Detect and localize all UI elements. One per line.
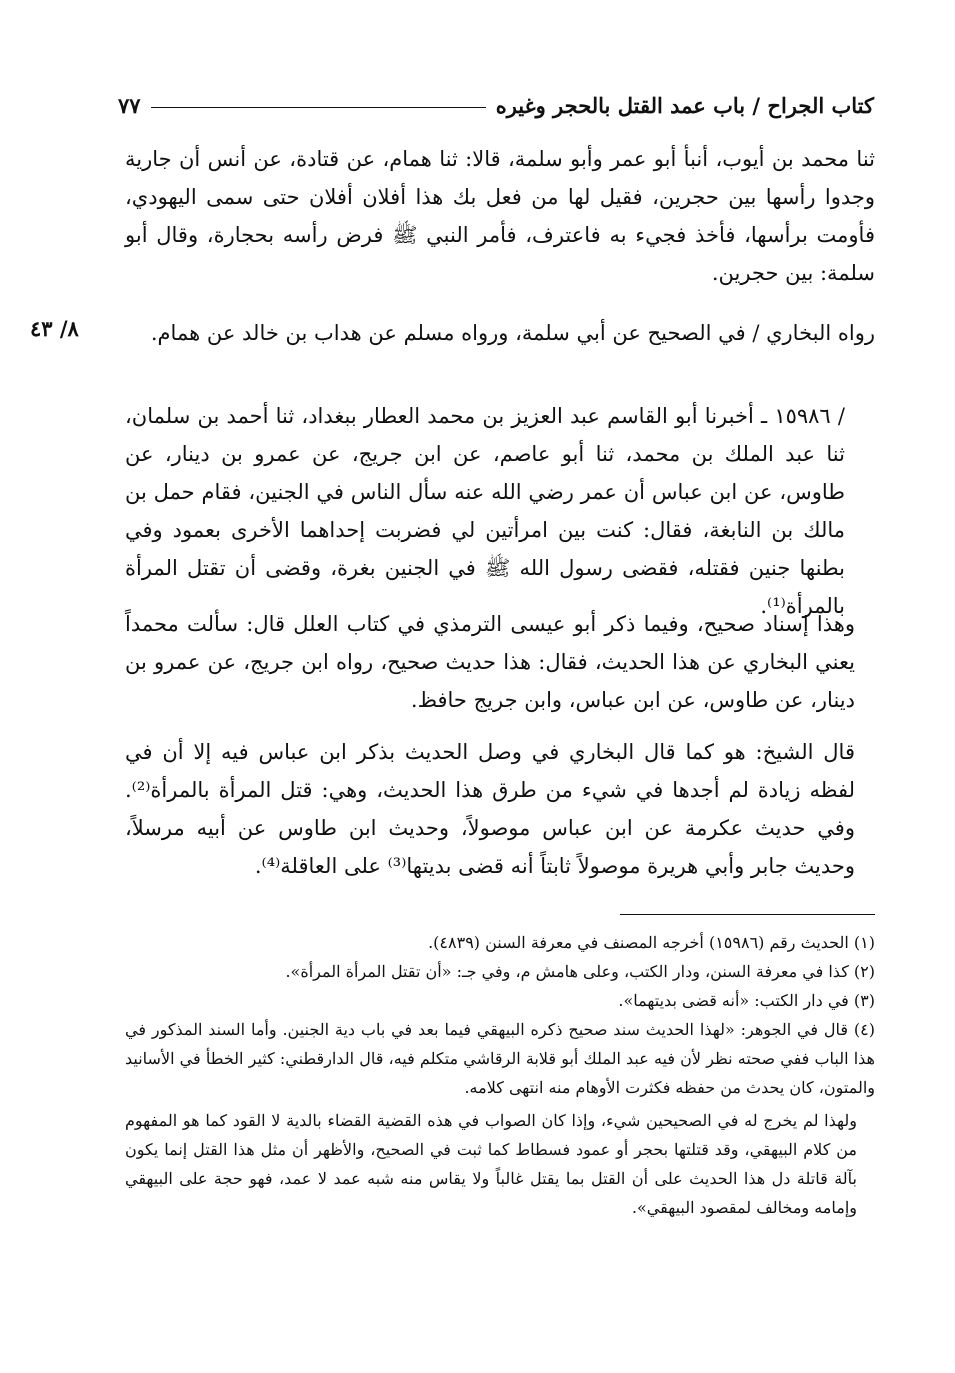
paragraph-1: ثنا محمد بن أيوب، أنبأ أبو عمر وأبو سلمة، قالا: ثنا همام، عن قتادة، عن أنس أن جارية وجدوا رأسها بين حجرين، فقيل لها من فعل بك هذا أفلان أفلان حتى سمى اليهودي، فأومت برأسها، فأخذ فجيء به فاعترف، فأمر النبي ﷺ فرض رأسه بحجارة، وقال أبو سلمة: بين حجرين. (125, 147, 875, 285)
header-rule (151, 107, 486, 108)
footnote-2: (٢) كذا في معرفة السنن، ودار الكتب، وعلى هامش م، وفي جـ: «أن تقتل المرأة المرأة». (285, 962, 875, 981)
running-header (118, 88, 874, 122)
paragraph-4-block (125, 605, 875, 719)
paragraph-2: رواه البخاري / في الصحيح عن أبي سلمة، ورواه مسلم عن هداب بن خالد عن همام. (150, 321, 875, 345)
hadith-15986: / ١٥٩٨٦ ـ أخبرنا أبو القاسم عبد العزيز بن محمد العطار ببغداد، ثنا أحمد بن سلمان، ثنا عبد الملك بن محمد، ثنا أبو عاصم، عن ابن جريج، عن عمرو بن دينار، عن طاوس، عن ابن عباس أن عمر رضي الله عنه سأل الناس في الجنين، فقام حمل بن مالك بن النابغة، فقال: كنت بين امرأتين لي فضربت إحداهما الأخرى بعمود وفي بطنها جنين فقتله، فقضى رسول الله ﷺ في الجنين بغرة، وقضى أن تقتل المرأة بالمرأة⁽¹⁾. (125, 404, 845, 618)
footnote-separator (620, 914, 875, 915)
footnote-1: (١) الحديث رقم (١٥٩٨٦) أخرجه المصنف في معرفة السنن (٤٨٣٩). (428, 933, 875, 952)
paragraph-5: قال الشيخ: هو كما قال البخاري في وصل الحديث بذكر ابن عباس فيه إلا أن في لفظه زيادة لم أجدها في شيء من طرق هذا الحديث، وهي: قتل المرأة بالمرأة⁽²⁾. وفي حديث عكرمة عن ابن عباس موصولاً، وحديث ابن طاوس عن أبيه مرسلاً، وحديث جابر وأبي هريرة موصولاً ثابتاً أنه قضى بديتها⁽³⁾ على العاقلة⁽⁴⁾. (125, 740, 855, 878)
footnote-4-continued: ولهذا لم يخرج له في الصحيحين شيء، وإذا كان الصواب في هذه القضية القضاء بالدية لا القود كما هو المفهوم من كلام البيهقي، وقد قتلتها بحجر أو عمود فسطاط كما ثبت في الصحيح، والأظهر أن مثل هذا القتل إنما يكون بآلة قاتلة دل هذا الحديث على أن القتل بما يقتل غالباً ولا يقاس منه شبه عمد لا عمد، فهو حجة على البيهقي وإمامه ومخالف لمقصود البيهقي». (125, 1111, 857, 1217)
paragraph-3-block (125, 397, 875, 625)
footnote-4: (٤) قال في الجوهر: «لهذا الحديث سند صحيح ذكره البيهقي فيما بعد في باب دية الجنين. وأما السند المذكور في هذا الباب ففي صحته نظر لأن فيه عبد الملك أبو قلابة الرقاشي متكلم فيه، قال الدارقطني: كثير الخطأ في الأسانيد والمتون، كان يحدث من حفظه فكثرت الأوهام منه انتهى كلامه. (125, 1020, 875, 1097)
paragraph-1-block (125, 140, 875, 292)
chapter-title: كتاب الجراح / باب عمد القتل بالحجر وغيره (495, 92, 874, 118)
margin-reference: ٨/ ٤٣ (30, 316, 79, 341)
paragraph-4: وهذا إسناد صحيح، وفيما ذكر أبو عيسى الترمذي في كتاب العلل قال: سألت محمداً يعني البخاري عن هذا الحديث، فقال: هذا حديث صحيح، رواه ابن جريج، عن عمرو بن دينار، عن طاوس، عن ابن عباس، وابن جريج حافظ. (125, 612, 855, 712)
page-number: ٧٧ (118, 92, 141, 118)
footnote-3: (٣) في دار الكتب: «أنه قضى بديتهما». (618, 991, 875, 1010)
paragraph-2-block (125, 314, 875, 352)
paragraph-5-block (125, 733, 875, 885)
footnotes (125, 928, 875, 1222)
